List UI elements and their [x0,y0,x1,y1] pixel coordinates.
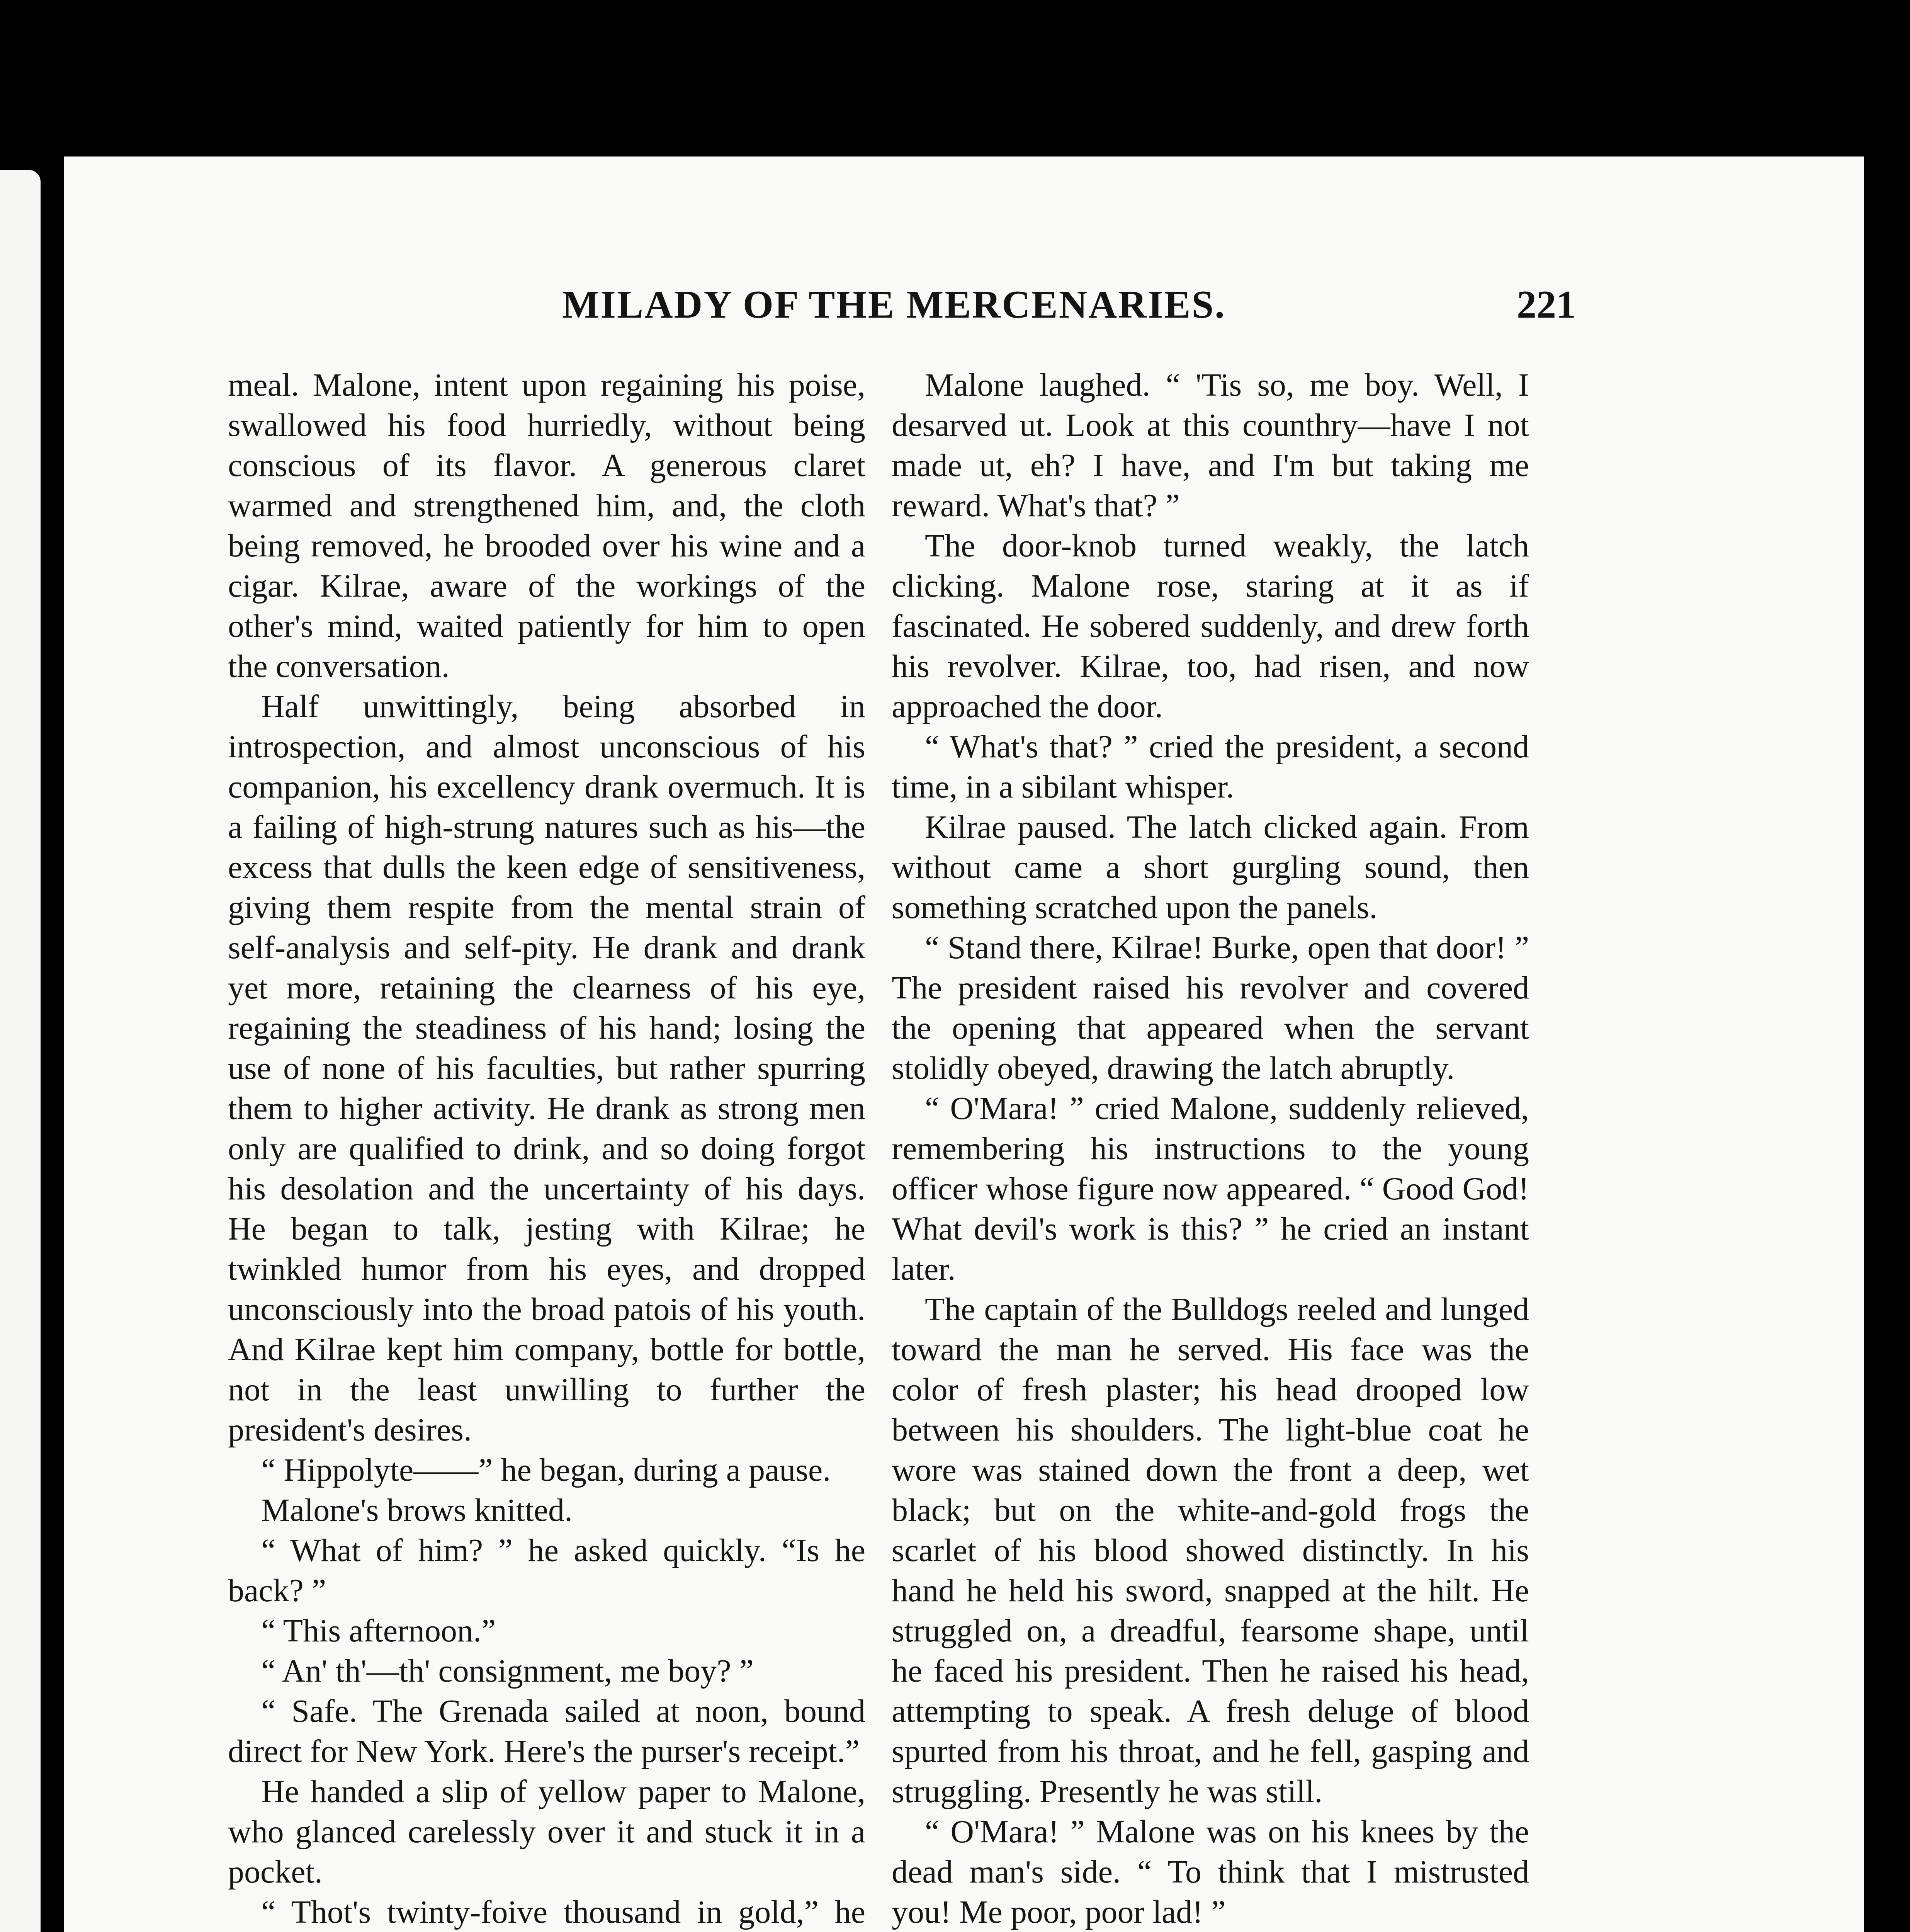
paragraph: “ Thot's twinty-foive thousand in gold,” he [261,1894,865,1930]
paragraph: Kilrae paused. The latch clicked again. From without came a short gurgling sound, then something scratched upon the panels. [892,809,1529,925]
paragraph: “ What's that? ” cried the president, a second time, in a sibilant whisper. [892,729,1529,805]
left-column [228,365,865,1932]
paragraph: “ O'Mara! ” cried Malone, suddenly relieved, remembering his instructions to the young officer whose figure now appeared. “ Good God! What devil's work is this? ” he cried an instant later. [892,1090,1529,1287]
paragraph: “ What of him? ” he asked quickly. “Is he back? ” [228,1532,865,1609]
facing-page-edge [0,170,41,1932]
paragraph: The captain of the Bulldogs reeled and lunged toward the man he served. His face was the color of fresh plaster; his head drooped low between his shoulders. The light-blue coat he wore was stained down the front a deep, wet black; but on the white-and-gold frogs the scarlet of his blood showed distinctly. In his hand he held his sword, snapped at the hilt. He struggled on, a dreadful, fearsome shape, until he faced his president. Then he raised his head, attempting to speak. A fresh deluge of blood spurted from his throat, and he fell, gasping and struggling. Presently he was still. [892,1291,1529,1810]
running-head [64,282,1576,348]
paragraph: “ Stand there, Kilrae! Burke, open that door! ” The president raised his revolver and covered the opening that appeared when the servant stolidly obeyed, drawing the latch abruptly. [892,930,1529,1086]
paragraph: “ Hippolyte——” he began, during a pause. [261,1452,831,1488]
paragraph: Malone laughed. “ 'Tis so, me boy. Well, I desarved ut. Look at this counthry—have I not made ut, eh? I have, and I'm but taking me reward. What's that? ” [892,367,1529,524]
paragraph: Half unwittingly, being absorbed in introspection, and almost unconscious of his companion, his excellency drank overmuch. It is a failing of high-strung natures such as his—the excess that dulls the keen edge of sensitiveness, giving them respite from the mental strain of self-analysis and self-pity. He drank and drank yet more, retaining the clearness of his eye, regaining the steadiness of his hand; losing the use of none of his faculties, but rather spurring them to higher activity. He drank as strong men only are qualified to drink, and so doing forgot his desolation and the uncertainty of his days. He began to talk, jesting with Kilrae; he twinkled humor from his eyes, and dropped unconsciously into the broad patois of his youth. And Kilrae kept him company, bottle for bottle, not in the least unwilling to further the president's desires. [228,689,865,1448]
paragraph: The door-knob turned weakly, the latch clicking. Malone rose, staring at it as if fascinated. He sobered suddenly, and drew forth his revolver. Kilrae, too, had risen, and now approached the door. [892,528,1529,724]
page-number: 221 [1517,283,1576,327]
book-page [64,156,1864,1932]
running-title: MILADY OF THE MERCENARIES. [562,283,1226,327]
paragraph: He handed a slip of yellow paper to Malone, who glanced carelessly over it and stuck it in a pocket. [228,1774,865,1890]
right-column [892,365,1529,1932]
paragraph: “ An' th'—th' consignment, me boy? ” [261,1653,754,1689]
paragraph: “ Safe. The Grenada sailed at noon, bound direct for New York. Here's the purser's receipt.” [228,1693,865,1769]
paragraph: Malone's brows knitted. [261,1492,573,1528]
paragraph: “ This afternoon.” [261,1613,496,1649]
paragraph: meal. Malone, intent upon regaining his poise, swallowed his food hurriedly, without being conscious of its flavor. A generous claret warmed and strengthened him, and, the cloth being removed, he brooded over his wine and a cigar. Kilrae, aware of the workings of the other's mind, waited patiently for him to open the conversation. [228,367,865,684]
paragraph: “ O'Mara! ” Malone was on his knees by the dead man's side. “ To think that I mistrusted you! Me poor, poor lad! ” [892,1814,1529,1930]
